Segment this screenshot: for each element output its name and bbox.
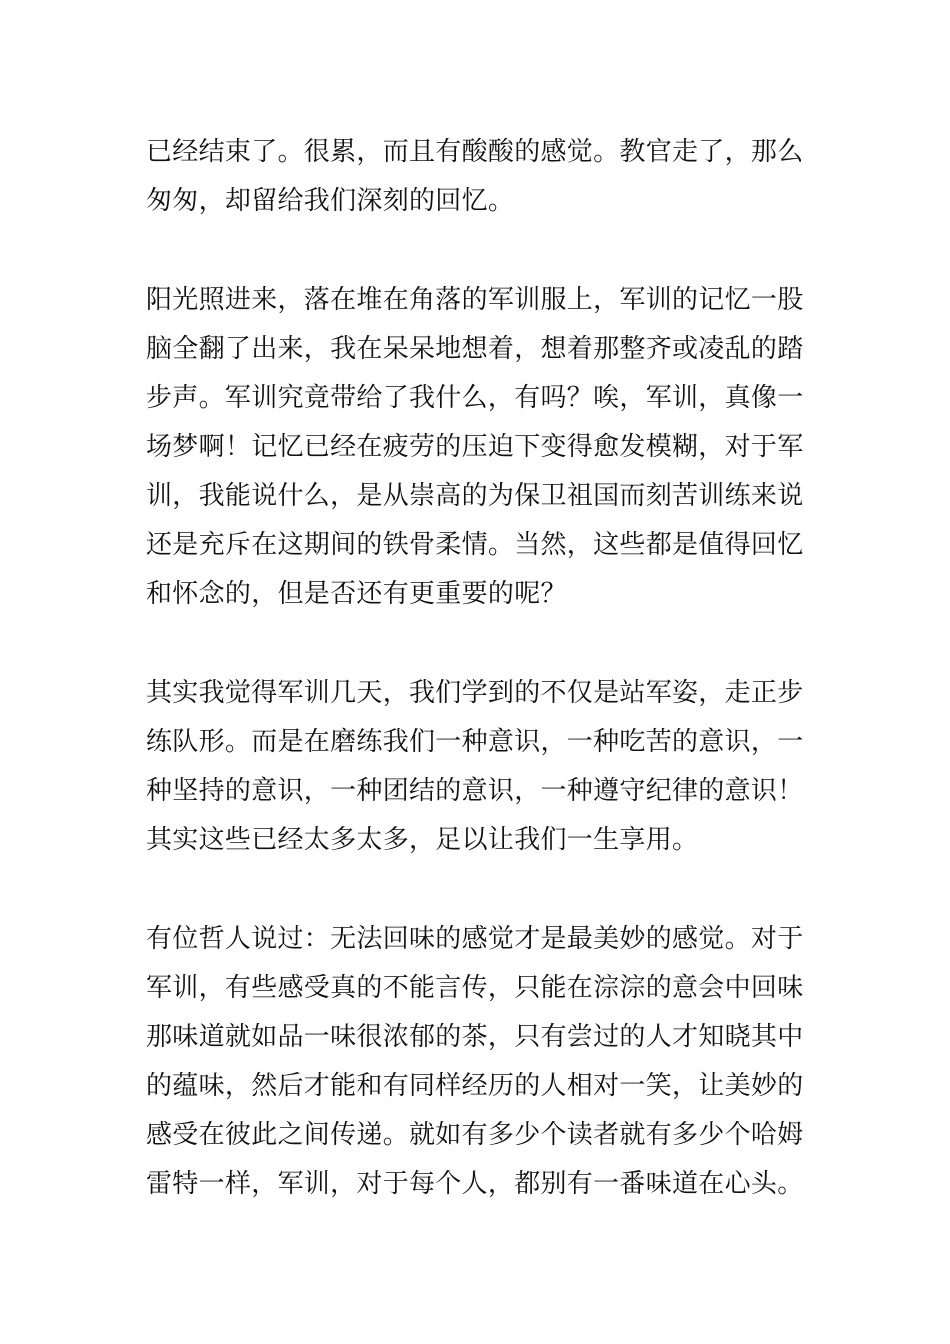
text-line: 还是充斥在这期间的铁骨柔情。当然，这些都是值得回忆	[146, 530, 804, 560]
text-line: 阳光照进来，落在堆在角落的军训服上，军训的记忆一股	[146, 285, 804, 315]
text-line: 和怀念的，但是否还有更重要的呢？	[146, 579, 567, 609]
text-line: 练队形。而是在磨练我们一种意识，一种吃苦的意识，一	[146, 727, 804, 757]
text-line: 有位哲人说过：无法回味的感觉才是最美妙的感觉。对于	[146, 924, 804, 954]
text-line: 训，我能说什么，是从崇高的为保卫祖国而刻苦训练来说	[146, 481, 804, 511]
text-line: 脑全翻了出来，我在呆呆地想着，想着那整齐或凌乱的踏	[146, 334, 804, 364]
text-line: 场梦啊！记忆已经在疲劳的压迫下变得愈发模糊，对于军	[146, 432, 804, 462]
text-line: 其实这些已经太多太多，足以让我们一生享用。	[146, 825, 699, 855]
text-line: 种坚持的意识，一种团结的意识，一种遵守纪律的意识！	[146, 776, 804, 806]
paragraph-3	[146, 669, 826, 865]
text-line: 军训，有些感受真的不能言传，只能在淙淙的意会中回味	[146, 973, 804, 1003]
text-line: 已经结束了。很累，而且有酸酸的感觉。教官走了，那么	[146, 137, 804, 167]
text-line: 的蕴味，然后才能和有同样经历的人相对一笑，让美妙的	[146, 1071, 804, 1101]
paragraph-4	[146, 915, 826, 1209]
text-line: 匆匆，却留给我们深刻的回忆。	[146, 186, 515, 216]
paragraph-2	[146, 276, 826, 619]
text-line: 步声。军训究竟带给了我什么，有吗？唉，军训，真像一	[146, 383, 804, 413]
text-line: 雷特一样，军训，对于每个人，都别有一番味道在心头。	[146, 1169, 804, 1199]
text-line: 感受在彼此之间传递。就如有多少个读者就有多少个哈姆	[146, 1120, 804, 1150]
paragraph-1	[146, 128, 826, 226]
text-line: 那味道就如品一味很浓郁的茶，只有尝过的人才知晓其中	[146, 1022, 804, 1052]
text-line: 其实我觉得军训几天，我们学到的不仅是站军姿，走正步	[146, 678, 804, 708]
